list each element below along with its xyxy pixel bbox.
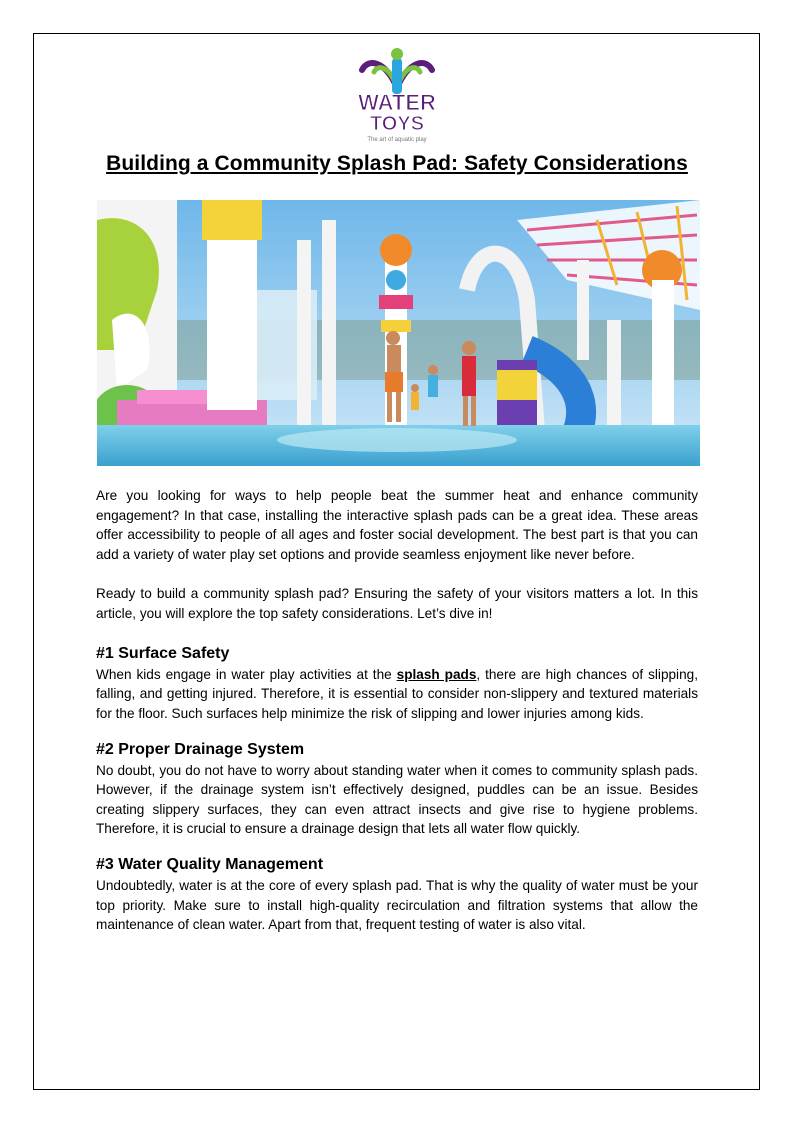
section-drainage-system xyxy=(96,739,698,839)
section-text: Undoubtedly, water is at the core of every splash pad. That is why the quality of water must be your top priority. Make sure to install high-quality recirculation and filtration systems that allow the maintenance of clean water. Apart from that, frequent testing of water is also vital. xyxy=(96,877,698,933)
section-water-quality xyxy=(96,854,698,935)
section-heading: #1 Surface Safety xyxy=(96,644,230,662)
section-heading: #2 Proper Drainage System xyxy=(96,740,305,758)
section-text-after: , there are high chances of slipping, falling, and getting injured. Therefore, it is essential to consider non-slippery and textured materials for the floor. Such surfaces help minimize the risk of slipping and lower injuries among kids. xyxy=(96,666,698,721)
intro-paragraph-2: Ready to build a community splash pad? Ensuring the safety of your visitors matters a lot. In this article, you will explore the top safety considerations. Let’s dive in! xyxy=(96,585,698,621)
page-title: Building a Community Splash Pad: Safety Considerations xyxy=(106,152,688,175)
article-body xyxy=(96,486,698,950)
water-toys-logo xyxy=(340,40,454,144)
section-text-before: When kids engage in water play activities at the xyxy=(96,666,397,682)
section-text xyxy=(96,665,698,724)
hero-image xyxy=(97,200,700,466)
intro-paragraph-1: Are you looking for ways to help people beat the summer heat and enhance community engagement? In that case, installing the interactive splash pads can be a great idea. These areas offer accessibility to people of all ages and foster social development. The best part is that you can add a variety of water play set options and provide seamless enjoyment like never before. xyxy=(96,488,698,562)
section-heading: #3 Water Quality Management xyxy=(96,855,324,873)
logo-tagline: The art of aquatic play xyxy=(367,137,427,143)
section-text: No doubt, you do not have to worry about standing water when it comes to community splash pads. However, if the drainage system isn’t effectively designed, puddles can be an issue. Besides creating slippery surfaces, they can even attract insects and give rise to hygiene problems. Therefore, it is crucial to ensure a drainage design that lets all water flow quickly. xyxy=(96,762,698,837)
logo-line2: TOYS xyxy=(369,113,425,135)
logo-line1: WATER xyxy=(358,90,436,115)
section-surface-safety xyxy=(96,643,698,724)
splash-pads-link[interactable]: splash pads xyxy=(396,666,477,682)
